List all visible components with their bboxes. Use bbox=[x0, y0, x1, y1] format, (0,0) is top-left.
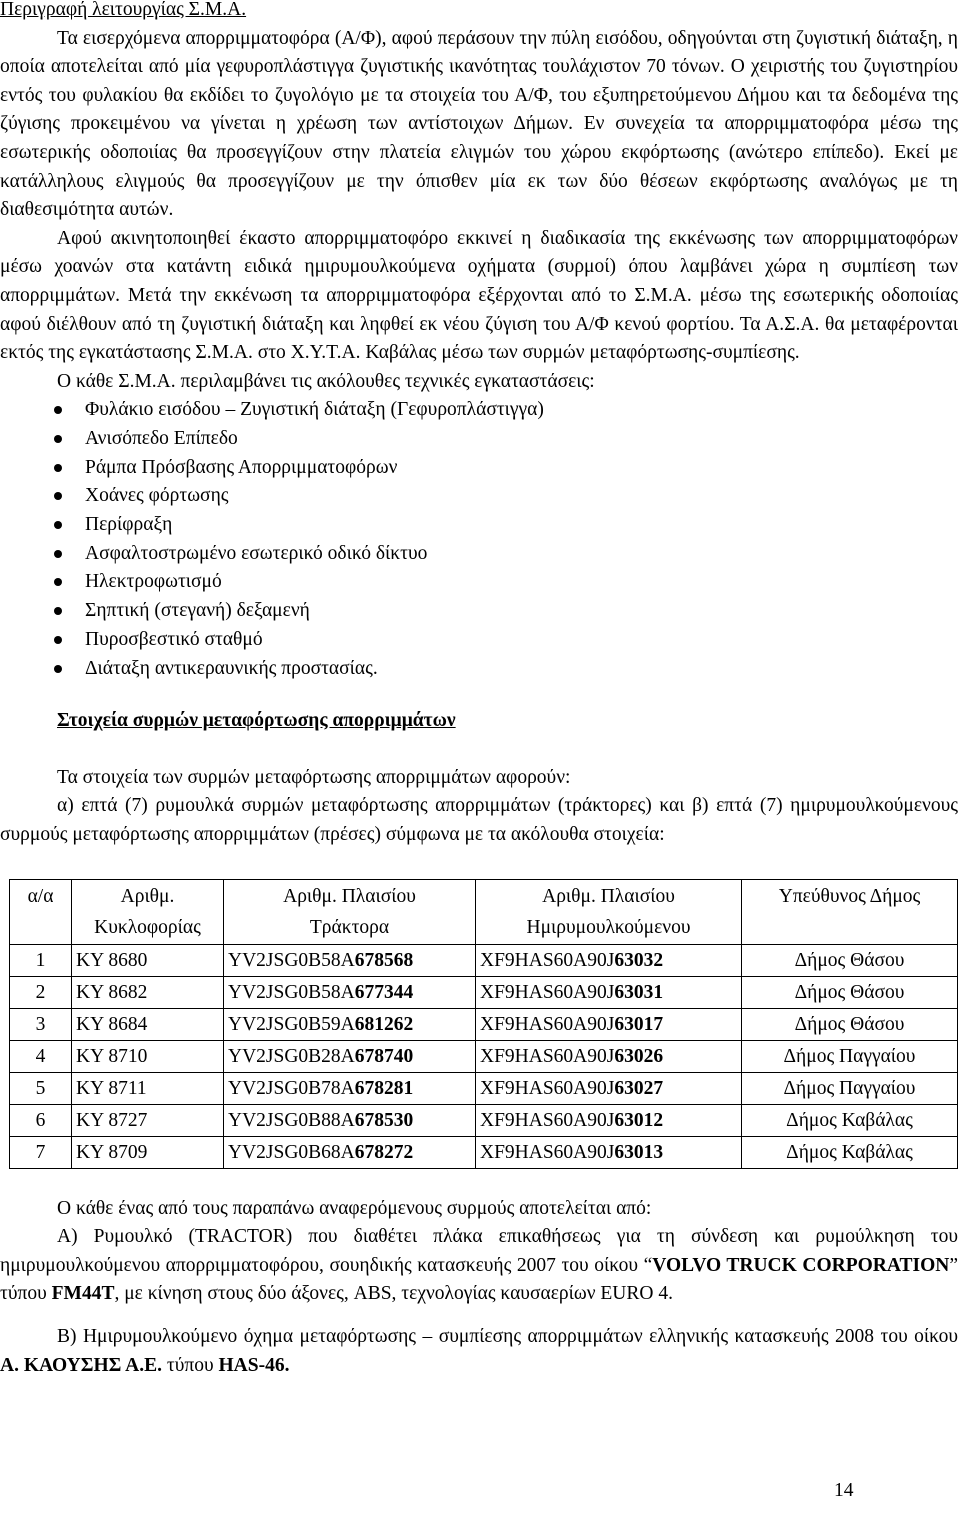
paragraph-installations-intro: Ο κάθε Σ.Μ.Α. περιλαμβάνει τις ακόλουθες τεχνικές εγκαταστάσεις: bbox=[57, 370, 595, 392]
list-item: Ανισόπεδο Επίπεδο bbox=[0, 425, 958, 454]
installations-list bbox=[0, 396, 958, 683]
paragraph-unloading: Αφού ακινητοποιηθεί έκαστο απορριμματοφόρο εκκινεί η διαδικασία της εκκένωσης των απορριμματοφόρων μέσω χοανών στα κατάντη ειδικά ημιρυμουλκούμενα οχήματα (συρμοί) όπου λαμβάνει χώρα η συμπίεση των απορριμμάτων. Μετά την εκκένωση τα απορριμματοφόρα εξέρχονται από το Σ.Μ.Α. μέσω της εσωτερικής οδοποιίας αφού διέλθουν από τη ζυγιστική διάταξη και ληφθεί εκ νέου ζύγιση του Α/Φ κενού φορτίου. Τα Α.Σ.Α. θα μεταφέρονται εκτός της εγκατάστασης Σ.Μ.Α. στο Χ.Υ.Τ.Α. Καβάλας μέσω των συρμών μεταφόρτωσης-συμπίεσης. bbox=[0, 227, 958, 364]
list-item: Διάταξη αντικεραυνικής προστασίας. bbox=[0, 655, 958, 684]
table-header-row bbox=[10, 879, 958, 944]
bullet-icon bbox=[54, 406, 62, 414]
bullet-icon bbox=[54, 435, 62, 443]
list-item: Ράμπα Πρόσβασης Απορριμματοφόρων bbox=[0, 454, 958, 483]
bullet-icon bbox=[54, 550, 62, 558]
paragraph-tractor: Α) Ρυμουλκό (TRACTOR) που διαθέτει πλάκα επικαθήσεως για τη σύνδεση και ρυμούλκηση του ημιρυμουλκούμενου απορριμματοφόρου, σουηδικής κατασκευής 2007 του οίκου “VOLVO TRUCK CORPORATION” τύπου FM44T, με κίνηση στους δύο άξονες, ABS, τεχνολογίας καυσαερίων EURO 4. bbox=[0, 1226, 958, 1305]
bullet-icon bbox=[54, 492, 62, 500]
bullet-icon bbox=[54, 636, 62, 644]
header-semitrailer-chassis: Αριθμ. Πλαισίου Ημιρυμουλκούμενου bbox=[476, 879, 742, 944]
header-plate: Αριθμ. Κυκλοφορίας bbox=[72, 879, 224, 944]
table-row: 5 ΚΥ 8711 YV2JSG0B78A678281 XF9HAS60A90J63027 Δήμος Παγγαίου bbox=[10, 1072, 958, 1104]
table-row: 4 ΚΥ 8710 YV2JSG0B28A678740 XF9HAS60A90J63026 Δήμος Παγγαίου bbox=[10, 1040, 958, 1072]
paragraph-trucks-description: α) επτά (7) ρυμουλκά συρμών μεταφόρτωσης απορριμμάτων (τράκτορες) και β) επτά (7) ημιρυμουλκούμενους συρμούς μεταφόρτωσης απορριμμάτων (πρέσες) σύμφωνα με τα ακόλουθα στοιχεία: bbox=[0, 795, 958, 845]
table-row: 3 ΚΥ 8684 YV2JSG0B59A681262 XF9HAS60A90J63017 Δήμος Θάσου bbox=[10, 1008, 958, 1040]
spacer bbox=[0, 736, 958, 764]
header-index: α/α bbox=[10, 879, 72, 944]
list-item: Πυροσβεστικό σταθμό bbox=[0, 626, 958, 655]
section-title-trucks: Στοιχεία συρμών μεταφόρτωσης απορριμμάτων bbox=[57, 710, 456, 732]
bullet-icon bbox=[54, 578, 62, 586]
paragraph-trucks-intro: Τα στοιχεία των συρμών μεταφόρτωσης απορριμμάτων αφορούν: bbox=[57, 766, 571, 788]
section-title-operation: Περιγραφή λειτουργίας Σ.Μ.Α. bbox=[0, 0, 247, 20]
page-number: 14 bbox=[834, 1480, 854, 1501]
bullet-icon bbox=[54, 464, 62, 472]
spacer bbox=[0, 1309, 958, 1323]
paragraph-weighing: Τα εισερχόμενα απορριμματοφόρα (Α/Φ), αφού περάσουν την πύλη εισόδου, οδηγούνται στη ζυγιστική διάταξη, η οποία αποτελείται από μία γεφυροπλάστιγγα ζυγιστικής ικανότητας τουλάχιστον 70 τόνων. Ο χειριστής του ζυγιστηρίου εντός του φυλακίου θα εκδίδει το ζυγολόγιο με τα στοιχεία του Α/Φ, του εξυπηρετούμενου Δήμου και τα δεδομένα της ζύγισης προκειμένου να γίνεται η χρέωση των αντίστοιχων Δήμων. Εν συνεχεία τα απορριμματοφόρα μέσω της εσωτερικής οδοποιίας θα προσεγγίζουν στην πλατεία ελιγμών του χώρου εκφόρτωσης (ανώτερο επίπεδο). Εκεί με κατάλληλους ελιγμούς θα προσεγγίζουν με την όπισθεν μία εκ των δύο θέσεων εκφόρτωσης αναλόγως με τη διαθεσιμότητα αυτών. bbox=[0, 27, 958, 221]
table-row: 1 ΚΥ 8680 YV2JSG0B58A678568 XF9HAS60A90J63032 Δήμος Θάσου bbox=[10, 944, 958, 976]
list-item: Περίφραξη bbox=[0, 511, 958, 540]
paragraph-semitrailer: Β) Ημιρυμουλκούμενο όχημα μεταφόρτωσης – συμπίεσης απορριμμάτων ελληνικής κατασκευής 2008 του οίκου Α. ΚΑΟΥΣΗΣ Α.Ε. τύπου HAS-46. bbox=[0, 1325, 958, 1376]
list-item: Σηπτική (στεγανή) δεξαμενή bbox=[0, 597, 958, 626]
paragraph-composition-intro: Ο κάθε ένας από τους παραπάνω αναφερόμενους συρμούς αποτελείται από: bbox=[57, 1197, 652, 1219]
list-item: Φυλάκιο εισόδου – Ζυγιστική διάταξη (Γεφυροπλάστιγγα) bbox=[0, 396, 958, 425]
header-tractor-chassis: Αριθμ. Πλαισίου Τράκτορα bbox=[224, 879, 476, 944]
list-item: Χοάνες φόρτωσης bbox=[0, 482, 958, 511]
header-municipality: Υπεύθυνος Δήμος bbox=[742, 879, 958, 944]
list-item: Ηλεκτροφωτισμό bbox=[0, 568, 958, 597]
table-row: 2 ΚΥ 8682 YV2JSG0B58A677344 XF9HAS60A90J63031 Δήμος Θάσου bbox=[10, 976, 958, 1008]
table-row: 6 ΚΥ 8727 YV2JSG0B88A678530 XF9HAS60A90J63012 Δήμος Καβάλας bbox=[10, 1104, 958, 1136]
bullet-icon bbox=[54, 521, 62, 529]
list-item: Ασφαλτοστρωμένο εσωτερικό οδικό δίκτυο bbox=[0, 540, 958, 569]
trucks-table bbox=[9, 879, 958, 1169]
bullet-icon bbox=[54, 607, 62, 615]
table-row: 7 ΚΥ 8709 YV2JSG0B68A678272 XF9HAS60A90J63013 Δήμος Καβάλας bbox=[10, 1136, 958, 1168]
bullet-icon bbox=[54, 665, 62, 673]
